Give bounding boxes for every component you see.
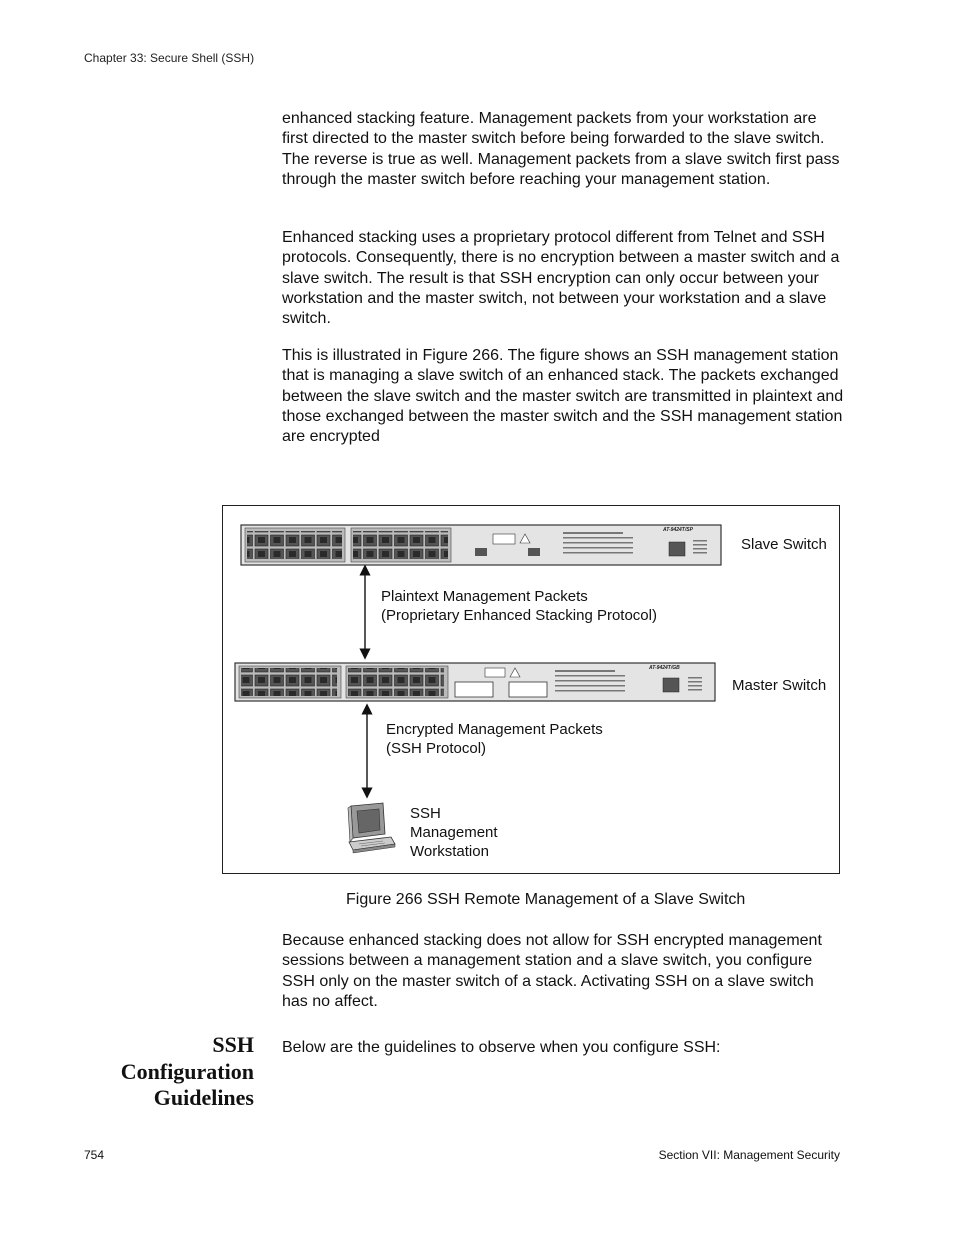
plaintext-label (381, 587, 657, 625)
workstation-icon (348, 803, 395, 853)
encrypted-label (386, 720, 603, 758)
paragraph-3 (282, 346, 844, 447)
paragraph-1 (282, 109, 844, 190)
plaintext-label-line2: (Proprietary Enhanced Stacking Protocol) (381, 607, 657, 624)
paragraph-text: Below are the guidelines to observe when you configure SSH: (282, 1039, 721, 1056)
slave-switch (241, 525, 721, 565)
section-heading (121, 1032, 254, 1112)
paragraph-text: This is illustrated in Figure 266. The figure shows an SSH management station that is managing a slave switch of an enhanced stack. The packets exchanged between the slave switch and the master switch are transmitted in plaintext and those exchanged between the master switch and the SSH management station are encrypted (282, 347, 844, 446)
paragraph-text: Because enhanced stacking does not allow for SSH encrypted management sessions between a management station and a slave switch, you configure SSH only on the master switch of a stack. Activating SSH on a slave switch has no affect. (282, 932, 822, 1010)
workstation-label-line2: Management (410, 824, 498, 841)
page-number: 754 (84, 1148, 105, 1162)
paragraph-4 (282, 931, 844, 1012)
section-heading-line2: Configuration (120, 1058, 254, 1084)
encrypted-label-line2: (SSH Protocol) (386, 740, 487, 757)
paragraph-2 (282, 228, 844, 329)
paragraph-5 (282, 1038, 844, 1058)
section-heading-line3: Guidelines (153, 1085, 254, 1110)
section-heading-line1: SSH (212, 1032, 254, 1057)
workstation-label (410, 804, 498, 861)
workstation-label-line3: Workstation (410, 843, 489, 860)
workstation-label-line1: SSH (410, 805, 441, 822)
figure-caption: Figure 266 SSH Remote Management of a Slave Switch (346, 891, 746, 908)
master-switch (235, 663, 715, 701)
encrypted-label-line1: Encrypted Management Packets (386, 721, 603, 738)
paragraph-text: Enhanced stacking uses a proprietary protocol different from Telnet and SSH protocols. Consequently, there is no encryption between a master switch and a slave switch. The result is that SSH encryption can only occur between your workstation and the master switch, not between your workstation and a slave switch. (282, 229, 840, 328)
running-header: Chapter 33: Secure Shell (SSH) (84, 51, 255, 65)
master-switch-label: Master Switch (732, 677, 827, 694)
master-model-label: AT-9424T/GB (649, 665, 680, 671)
slave-model-label: AT-9424T/SP (663, 527, 693, 533)
paragraph-text: enhanced stacking feature. Management packets from your workstation are first directed to the master switch before being forwarded to the slave switch. The reverse is true as well. Management packets from a slave switch first pass through the master switch before reaching your management station. (282, 110, 840, 188)
slave-switch-label: Slave Switch (741, 536, 827, 553)
footer-section: Section VII: Management Security (658, 1148, 840, 1162)
figure-266 (222, 505, 840, 874)
plaintext-label-line1: Plaintext Management Packets (381, 588, 588, 605)
